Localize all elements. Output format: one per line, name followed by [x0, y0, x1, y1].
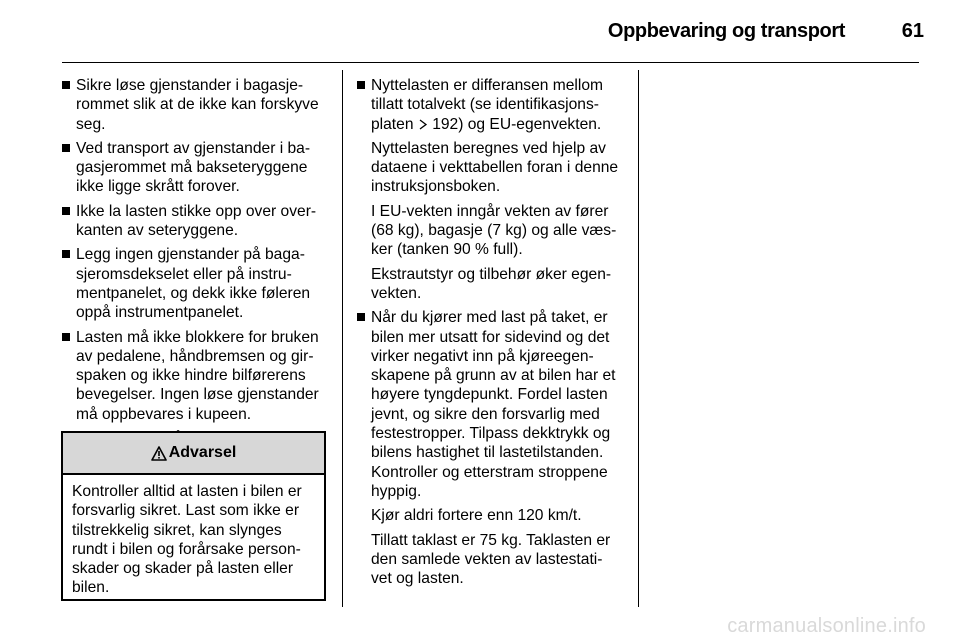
- bullet-line: bilen mer utsatt for sidevind og det: [371, 328, 610, 346]
- paragraph: [357, 531, 625, 589]
- warning-header: [63, 433, 324, 475]
- page-number: 61: [901, 20, 924, 42]
- warning-line: rundt i bilen og forårsake person-: [72, 540, 301, 558]
- bullet-item: [357, 76, 625, 134]
- text-line: I EU-vekten inngår vekten av fører: [371, 202, 609, 220]
- text-line: Ekstrautstyr og tilbehør øker egen-: [371, 265, 612, 283]
- warning-triangle-icon: [151, 446, 167, 461]
- paragraph: [357, 506, 625, 525]
- warning-line: tilstrekkelig sikret, kan slynges: [72, 521, 282, 539]
- bullet-line: Ved transport av gjenstander i ba-: [76, 139, 311, 157]
- bullet-line: bilens hastighet til lastetilstanden.: [371, 444, 604, 462]
- bullet-line: festestropper. Tilpass dekktrykk og: [371, 425, 611, 443]
- column-1: [62, 76, 326, 453]
- bullet-square-icon: [357, 81, 365, 89]
- bullet-line: ikke ligge skrått forover.: [76, 178, 240, 196]
- bullet-item: [62, 76, 326, 134]
- bullet-line: Sikre løse gjenstander i bagasje-: [76, 77, 304, 94]
- bullet-line: virker negativt inn på kjøreegen-: [371, 347, 594, 365]
- warning-title: Advarsel: [168, 444, 237, 461]
- bullet-line: av pedalene, håndbremsen og gir-: [76, 347, 314, 365]
- bullet-line: [371, 115, 625, 134]
- bullet-square-icon: [62, 250, 70, 258]
- bullet-square-icon: [357, 313, 365, 321]
- column-divider-1: [342, 70, 343, 607]
- text-line: ker (tanken 90 % full).: [371, 241, 523, 259]
- bullet-line: kanten av seteryggene.: [76, 222, 239, 240]
- warning-line: forsvarlig sikret. Last som ikke er: [72, 502, 300, 520]
- text-line: vekten.: [371, 284, 422, 302]
- bullet-item: [357, 308, 625, 501]
- warning-box: [61, 431, 326, 601]
- bullet-square-icon: [62, 81, 70, 89]
- bullet-line: Nyttelasten er differansen mellom: [371, 77, 603, 94]
- bullet-square-icon: [62, 144, 70, 152]
- bullet-line: hyppig.: [371, 482, 422, 500]
- warning-line: Kontroller alltid at lasten i bilen er: [72, 483, 302, 500]
- text-line: (68 kg), bagasje (7 kg) og alle væs-: [371, 222, 617, 240]
- bullet-line: Ikke la lasten stikke opp over over-: [76, 202, 317, 220]
- bullet-item: [62, 245, 326, 322]
- bullet-line: jevnt, og sikre den forsvarlig med: [371, 405, 600, 423]
- bullet-line: sjeromsdekselet eller på instru-: [76, 265, 292, 283]
- warning-text: [63, 475, 324, 598]
- bullet-item: [62, 328, 326, 424]
- text-line: vet og lasten.: [371, 570, 464, 588]
- bullet-line: Når du kjører med last på taket, er: [371, 309, 608, 327]
- text-line: instruksjonsboken.: [371, 178, 501, 196]
- bullet-line: høyere tyngdepunkt. Fordel lasten: [371, 386, 608, 404]
- bullet-square-icon: [62, 333, 70, 341]
- ref-text-before: platen: [371, 115, 414, 133]
- bullet-line: mentpanelet, og dekk ikke føleren: [76, 284, 311, 302]
- bullet-square-icon: [62, 207, 70, 215]
- reference-page-link[interactable]: 192: [432, 115, 459, 133]
- paragraph: [357, 139, 625, 197]
- text-line: Nyttelasten beregnes ved hjelp av: [371, 139, 606, 157]
- bullet-line: tillatt totalvekt (se identifikasjons-: [371, 96, 599, 114]
- header-rule: [62, 62, 919, 63]
- bullet-line: spaken og ikke hindre bilførerens: [76, 367, 306, 385]
- bullet-line: må oppbevares i kupeen.: [76, 405, 252, 423]
- bullet-item: [62, 139, 326, 197]
- column-2: [357, 76, 625, 593]
- bullet-line: seg.: [76, 115, 106, 133]
- bullet-line: rommet slik at de ikke kan forskyve: [76, 96, 319, 114]
- text-line: Kjør aldri fortere enn 120 km/t.: [371, 507, 582, 525]
- bullet-line: skapene på grunn av at bilen har et: [371, 367, 616, 385]
- text-line: dataene i vekttabellen foran i denne: [371, 159, 619, 177]
- column-divider-2: [638, 70, 639, 607]
- paragraph: [357, 265, 625, 304]
- text-line: Tillatt taklast er 75 kg. Taklasten er: [371, 531, 611, 549]
- page-title: Oppbevaring og transport: [607, 20, 845, 42]
- bullet-item: [62, 202, 326, 241]
- bullet-line: gasjerommet må bakseteryggene: [76, 159, 308, 177]
- bullet-line: bevegelser. Ingen løse gjenstander: [76, 386, 319, 404]
- bullet-line: Lasten må ikke blokkere for bruken: [76, 328, 319, 346]
- warning-line: bilen.: [72, 579, 110, 597]
- page-reference-arrow-icon: [418, 115, 428, 134]
- warning-line: skader og skader på lasten eller: [72, 560, 294, 578]
- text-line: den samlede vekten av lastestati-: [371, 550, 603, 568]
- paragraph: [357, 202, 625, 260]
- ref-text-after: ) og EU-egenvekten.: [458, 115, 602, 133]
- bullet-line: oppå instrumentpanelet.: [76, 304, 244, 322]
- bullet-line: Kontroller og etterstram stroppene: [371, 463, 608, 481]
- bullet-line: Legg ingen gjenstander på baga-: [76, 246, 305, 264]
- watermark: carmanualsonline.info: [727, 615, 926, 637]
